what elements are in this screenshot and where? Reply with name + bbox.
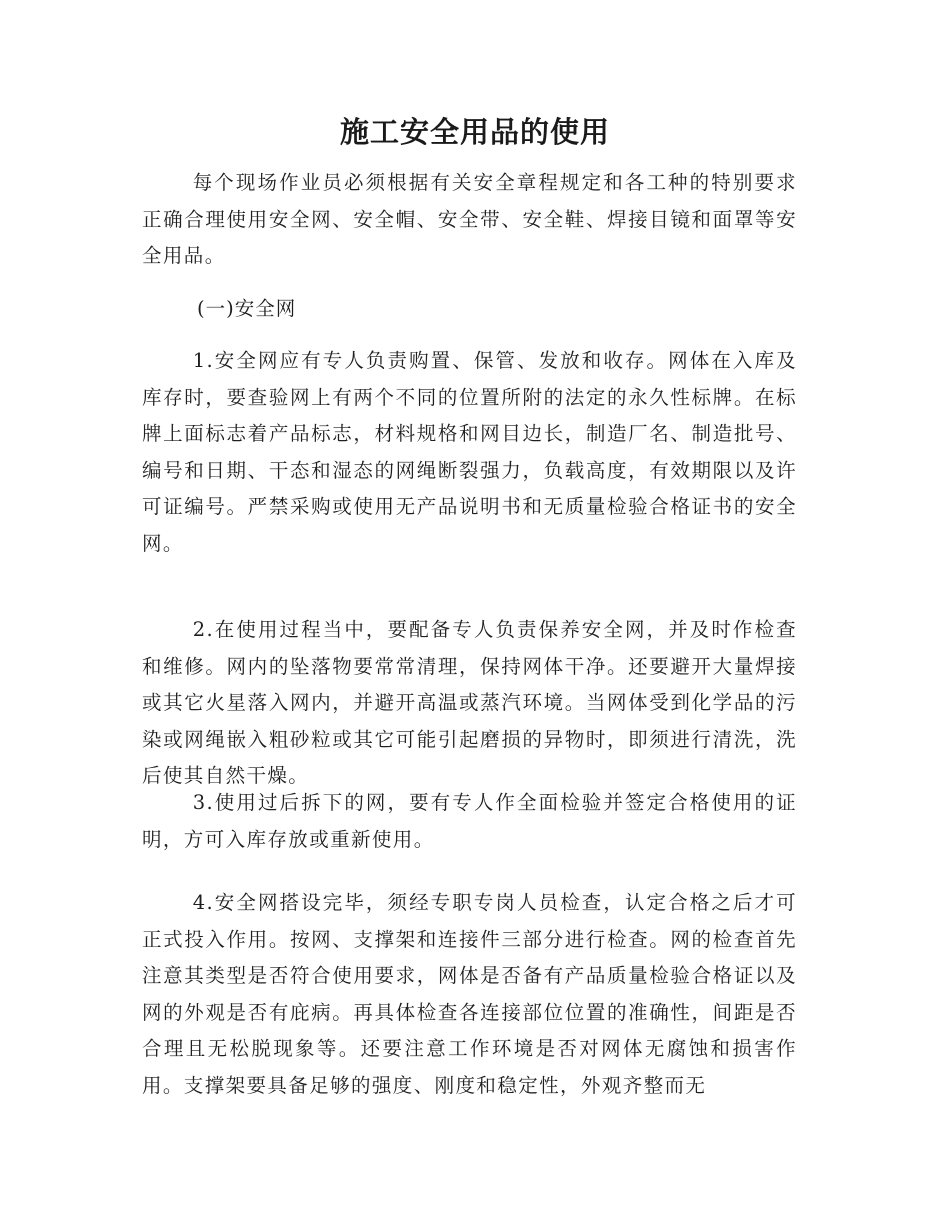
paragraph-item-1: 1.安全网应有专人负责购置、保管、发放和收存。网体在入库及库存时，要查验网上有两个不同的位置所附的法定的永久性标牌。在标牌上面标志着产品标志，材料规格和网目边长，制造厂名、制造批号、编号和日期、干态和湿态的网绳断裂强力，负载高度，有效期限以及许可证编号。严禁采购或使用无产品说明书和无质量检验合格证书的安全网。 (142, 349, 797, 555)
paragraph-item-4: 4.安全网搭设完毕，须经专职专岗人员检查，认定合格之后才可正式投入作用。按网、支撑架和连接件三部分进行检查。网的检查首先注意其类型是否符合使用要求，网体是否备有产品质量检验合格证以及网的外观是否有庇病。再具体检查各连接部位位置的准确性，间距是否合理且无松脱现象等。还要注意工作环境是否对网体无腐蚀和损害作用。支撑架要具备足够的强度、刚度和稳定性，外观齐整而无 (142, 891, 797, 1097)
section-heading: (一)安全网 (197, 297, 297, 320)
intro-paragraph: 每个现场作业员必须根据有关安全章程规定和各工种的特别要求正确合理使用安全网、安全帽、安全带、安全鞋、焊接目镜和面罩等安全用品。 (142, 171, 797, 267)
paragraph-item-2: 2.在使用过程当中，要配备专人负责保养安全网，并及时作检查和维修。网内的坠落物要常常清理，保持网体干净。还要避开大量焊接或其它火星落入网内，并避开高温或蒸汽环境。当网体受到化学品的污染或网绳嵌入粗砂粒或其它可能引起磨损的异物时，即须进行清洗，洗后使其自然干燥。 (142, 618, 797, 787)
document-title: 施工安全用品的使用 (339, 115, 610, 149)
paragraph-item-3: 3.使用过后拆下的网，要有专人作全面检验并签定合格使用的证明，方可入库存放或重新使用。 (142, 791, 797, 851)
